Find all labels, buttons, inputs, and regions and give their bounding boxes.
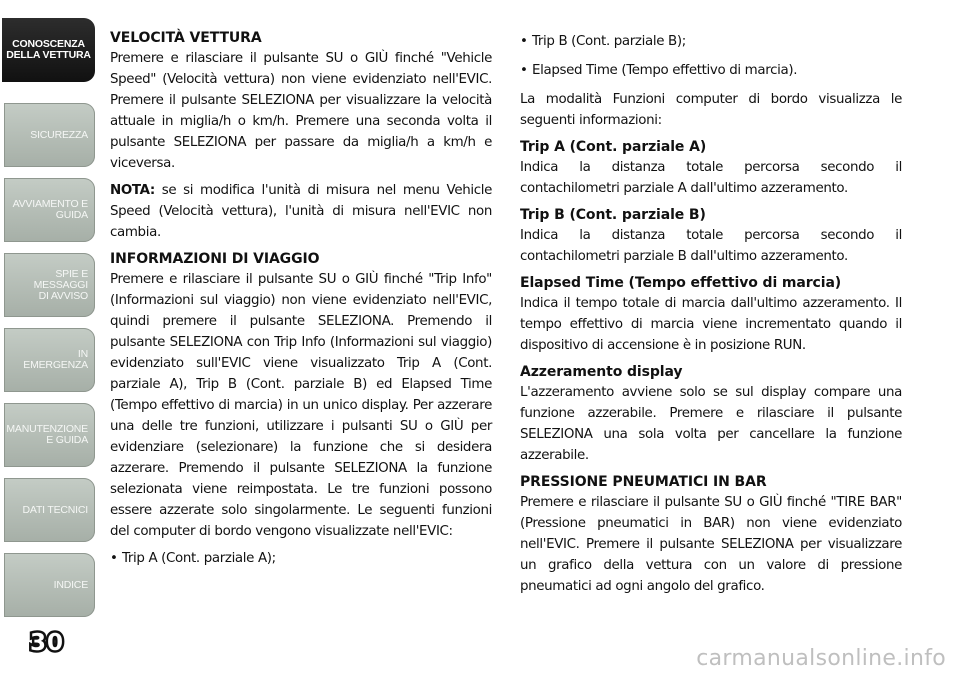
paragraph: L'azzeramento avviene solo se sul display compare una funzione azzerabile. Premere e rilasciare il pulsante SELEZIONA una sola volta per cancellare la funzione azzerabile. — [520, 385, 902, 463]
tab-conoscenza-della-vettura[interactable] — [2, 18, 95, 82]
watermark: carmanualsonline.info — [696, 646, 946, 671]
tab-label: IN EMERGENZA — [23, 348, 88, 371]
page-number: 30 — [30, 630, 65, 656]
heading-azzeramento-display: Azzeramento display — [520, 364, 683, 380]
tab-sicurezza[interactable] — [4, 103, 95, 167]
tab-manutenzione-e-guida[interactable] — [4, 403, 95, 467]
paragraph: Indica la distanza totale percorsa secondo il contachilometri parziale B dall'ultimo azzeramento. — [520, 228, 902, 264]
sidebar-tabs — [0, 0, 96, 678]
paragraph: Indica il tempo totale di marcia dall'ultimo azzeramento. Il tempo effettivo di marcia viene incrementato quando il dispositivo di accensione è in posizione RUN. — [520, 296, 902, 353]
tab-label: SICUREZZA — [30, 128, 88, 141]
left-column — [110, 28, 492, 577]
heading-velocita-vettura: VELOCITÀ VETTURA — [110, 30, 262, 46]
tab-label: MANUTENZIONE E GUIDA — [6, 423, 88, 446]
bullet-list — [520, 31, 902, 81]
right-column — [520, 31, 902, 603]
tab-label: INDICE — [53, 578, 88, 591]
paragraph: Premere e rilasciare il pulsante SU o GIÙ finché "Vehicle Speed" (Velocità vettura) non viene evidenziato nell'EVIC. Premere il pulsante SELEZIONA per visualizzare la velocità attuale in miglia/h o km/h. Premere una seconda volta il pulsante SELEZIONA per passare da miglia/h a km/h e viceversa. — [110, 51, 492, 171]
tab-label: DATI TECNICI — [22, 503, 88, 516]
tab-dati-tecnici[interactable] — [4, 478, 95, 542]
tab-label: AVVIAMENTO E GUIDA — [12, 198, 88, 221]
bullet-list — [110, 548, 492, 569]
tab-indice[interactable] — [4, 553, 95, 617]
note-paragraph — [110, 180, 492, 243]
heading-trip-a: Trip A (Cont. parziale A) — [520, 139, 707, 155]
heading-elapsed-time: Elapsed Time (Tempo effettivo di marcia) — [520, 275, 842, 291]
paragraph: Premere e rilasciare il pulsante SU o GIÙ finché "Trip Info" (Informazioni sul viaggio) non viene evidenziato nell'EVIC, quindi premere il pulsante SELEZIONA. Premendo il pulsante SELEZIONA con Trip Info (Informazioni sul viaggio) evidenziato sull'EVIC viene visualizzato Trip A (Cont. parziale A), Trip B (Cont. parziale B) ed Elapsed Time (Tempo effettivo di marcia) in un unico display. Per azzerare una delle tre funzioni, utilizzare i pulsanti SU o GIÙ per evidenziare (selezionare) la funzione che si desidera azzerare. Premendo il pulsante SELEZIONA la funzione selezionata viene reimpostata. Le tre funzioni possono essere azzerate solo singolarmente. Le seguenti funzioni del computer di bordo vengono visualizzate nell'EVIC: — [110, 272, 492, 539]
tab-label: CONOSCENZA DELLA VETTURA — [6, 38, 91, 61]
paragraph: Premere e rilasciare il pulsante SU o GIÙ finché "TIRE BAR" (Pressione pneumatici in BAR) non viene evidenziato nell'EVIC. Premere il pulsante SELEZIONA per visualizzare un grafico della vettura con un valore di pressione pneumatici ad ogni angolo del grafico. — [520, 495, 902, 594]
tab-in-emergenza[interactable] — [4, 328, 95, 392]
tab-spie-e-messaggi[interactable] — [4, 253, 95, 317]
paragraph: La modalità Funzioni computer di bordo visualizza le seguenti informazioni: — [520, 92, 902, 128]
note-label: NOTA: — [110, 183, 155, 198]
list-item: • Trip B (Cont. parziale B); — [520, 31, 902, 52]
heading-informazioni-di-viaggio: INFORMAZIONI DI VIAGGIO — [110, 251, 320, 267]
list-item: • Trip A (Cont. parziale A); — [110, 548, 492, 569]
heading-pressione-pneumatici: PRESSIONE PNEUMATICI IN BAR — [520, 474, 767, 490]
heading-trip-b: Trip B (Cont. parziale B) — [520, 207, 706, 223]
tab-avviamento-e-guida[interactable] — [4, 178, 95, 242]
tab-label: SPIE E MESSAGGI DI AVVISO — [33, 267, 88, 302]
paragraph: Indica la distanza totale percorsa secondo il contachilometri parziale A dall'ultimo azzeramento. — [520, 160, 902, 196]
list-item: • Elapsed Time (Tempo effettivo di marcia). — [520, 60, 902, 81]
note-text: se si modifica l'unità di misura nel menu Vehicle Speed (Velocità vettura), l'unità di misura nell'EVIC non cambia. — [110, 183, 492, 240]
